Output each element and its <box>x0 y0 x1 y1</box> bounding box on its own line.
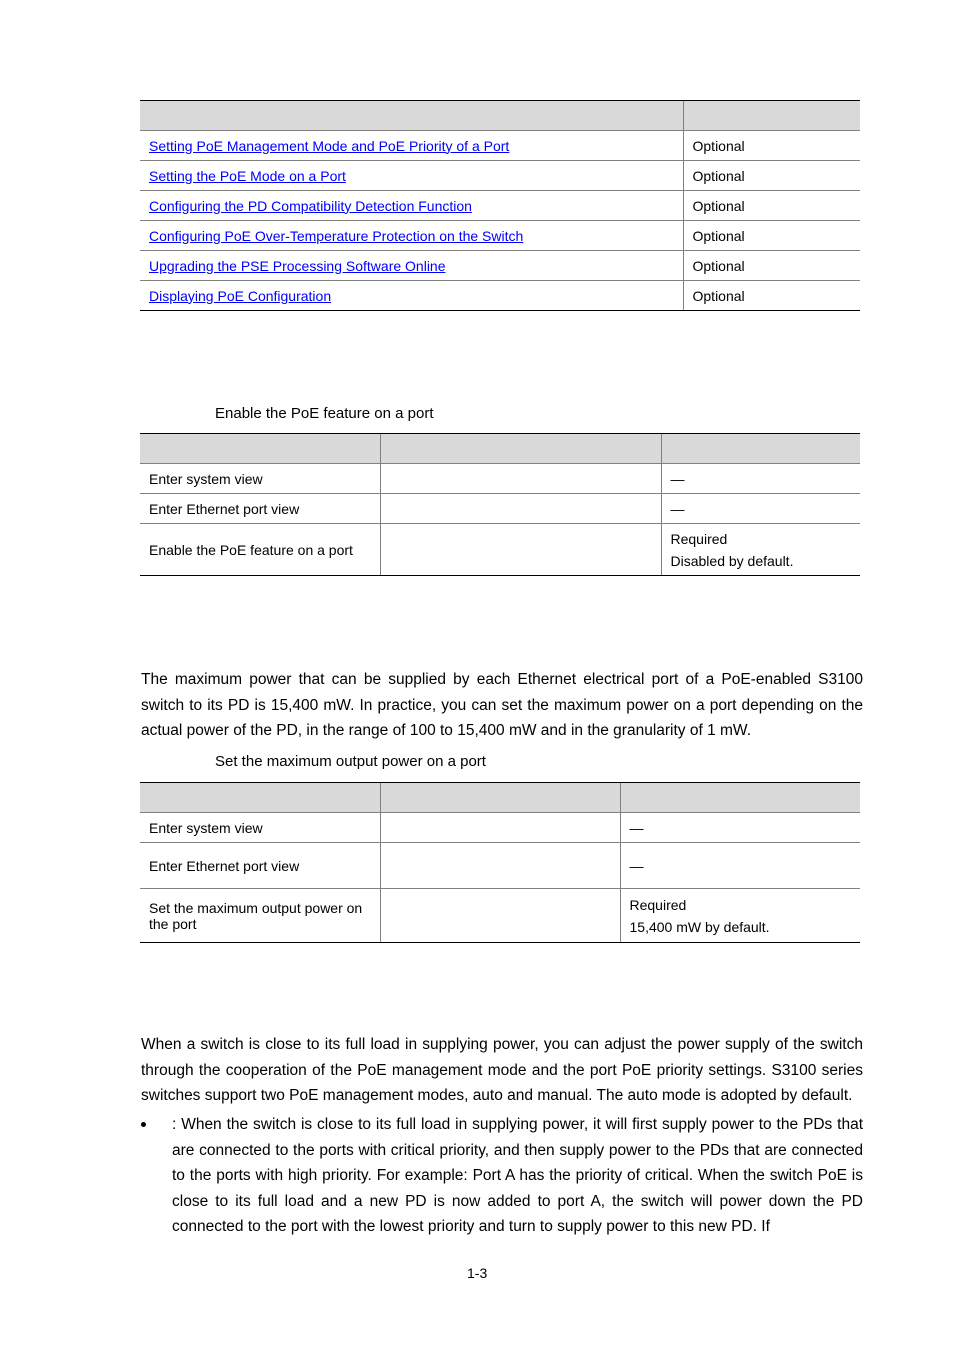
task-link[interactable]: Displaying PoE Configuration <box>149 287 332 304</box>
operation-cell: Enter Ethernet port view <box>140 843 380 889</box>
remark-cell: Optional <box>683 281 860 311</box>
bullet-text: : When the switch is close to its full load in supplying power, it will first supply power to the PDs that are connected to the ports with critical priority, and then supply power to the PDs that are connected to the ports with high priority. For example: Port A has the priority of critical. When the switch PoE is close to its full load and a new PD is now added to port A, the switch will power down the PD connected to the port with the lowest priority and turn to supply power to this new PD. If <box>172 1116 863 1235</box>
table-row <box>140 131 860 161</box>
table-header-row <box>140 101 860 131</box>
operation-cell: Enter system view <box>140 813 380 843</box>
table-row <box>140 524 860 576</box>
remark-line: Required <box>629 896 687 913</box>
header-cell <box>683 101 860 131</box>
table-header-row <box>140 783 860 813</box>
operation-cell: Enter system view <box>140 464 380 494</box>
remark-cell: — <box>620 813 860 843</box>
remark-line: Required <box>670 530 728 547</box>
auto-mode-bullet-text <box>172 1112 863 1240</box>
table-row <box>140 191 860 221</box>
operation-cell: Set the maximum output power on the port <box>140 889 380 943</box>
enable-poe-table <box>140 433 860 576</box>
remark-cell: — <box>661 494 860 524</box>
mgmt-mode-paragraph: When a switch is close to its full load in supplying power, you can adjust the power supply of the switch through the cooperation of the PoE management mode and the port PoE priority settings. S3100 series switches support two PoE management modes, auto and manual. The auto mode is adopted by default. <box>141 1036 863 1104</box>
task-list-table <box>140 100 860 311</box>
task-link[interactable]: Setting the PoE Mode on a Port <box>149 167 346 184</box>
remark-cell <box>661 524 860 576</box>
page-number: 1-3 <box>467 1265 488 1281</box>
table-row <box>140 843 860 889</box>
operation-cell: Enable the PoE feature on a port <box>140 524 380 576</box>
command-cell <box>380 464 661 494</box>
table-caption: Set the maximum output power on a port <box>215 753 486 770</box>
table-row <box>140 889 860 943</box>
command-cell <box>380 524 661 576</box>
command-cell <box>380 889 620 943</box>
table-row <box>140 464 860 494</box>
table-row <box>140 281 860 311</box>
task-link[interactable]: Configuring the PD Compatibility Detection Function <box>149 197 472 214</box>
remark-cell: Optional <box>683 191 860 221</box>
max-power-paragraph: The maximum power that can be supplied by each Ethernet electrical port of a PoE-enabled S3100 switch to its PD is 15,400 mW. In practice, you can set the maximum power on a port depending on the actual power of the PD, in the range of 100 to 15,400 mW and in the granularity of 1 mW. <box>141 671 863 739</box>
remark-cell: Optional <box>683 221 860 251</box>
table-caption: Enable the PoE feature on a port <box>215 405 434 422</box>
remark-cell: Optional <box>683 131 860 161</box>
table-row <box>140 161 860 191</box>
remark-cell: — <box>661 464 860 494</box>
table-header-row <box>140 434 860 464</box>
task-link[interactable]: Setting PoE Management Mode and PoE Priority of a Port <box>149 137 510 154</box>
remark-cell: — <box>620 843 860 889</box>
table-row <box>140 221 860 251</box>
remark-cell <box>620 889 860 943</box>
command-cell <box>380 494 661 524</box>
remark-cell: Optional <box>683 251 860 281</box>
remark-cell: Optional <box>683 161 860 191</box>
command-cell <box>380 813 620 843</box>
remark-line: 15,400 mW by default. <box>629 918 770 935</box>
bullet-icon <box>141 1122 146 1127</box>
header-cell <box>140 101 683 131</box>
table-row <box>140 494 860 524</box>
command-cell <box>380 843 620 889</box>
table-row <box>140 251 860 281</box>
max-power-table <box>140 782 860 943</box>
task-link[interactable]: Upgrading the PSE Processing Software Online <box>149 257 446 274</box>
task-link[interactable]: Configuring PoE Over-Temperature Protection on the Switch <box>149 227 524 244</box>
table-row <box>140 813 860 843</box>
operation-cell: Enter Ethernet port view <box>140 494 380 524</box>
remark-line: Disabled by default. <box>670 552 794 569</box>
